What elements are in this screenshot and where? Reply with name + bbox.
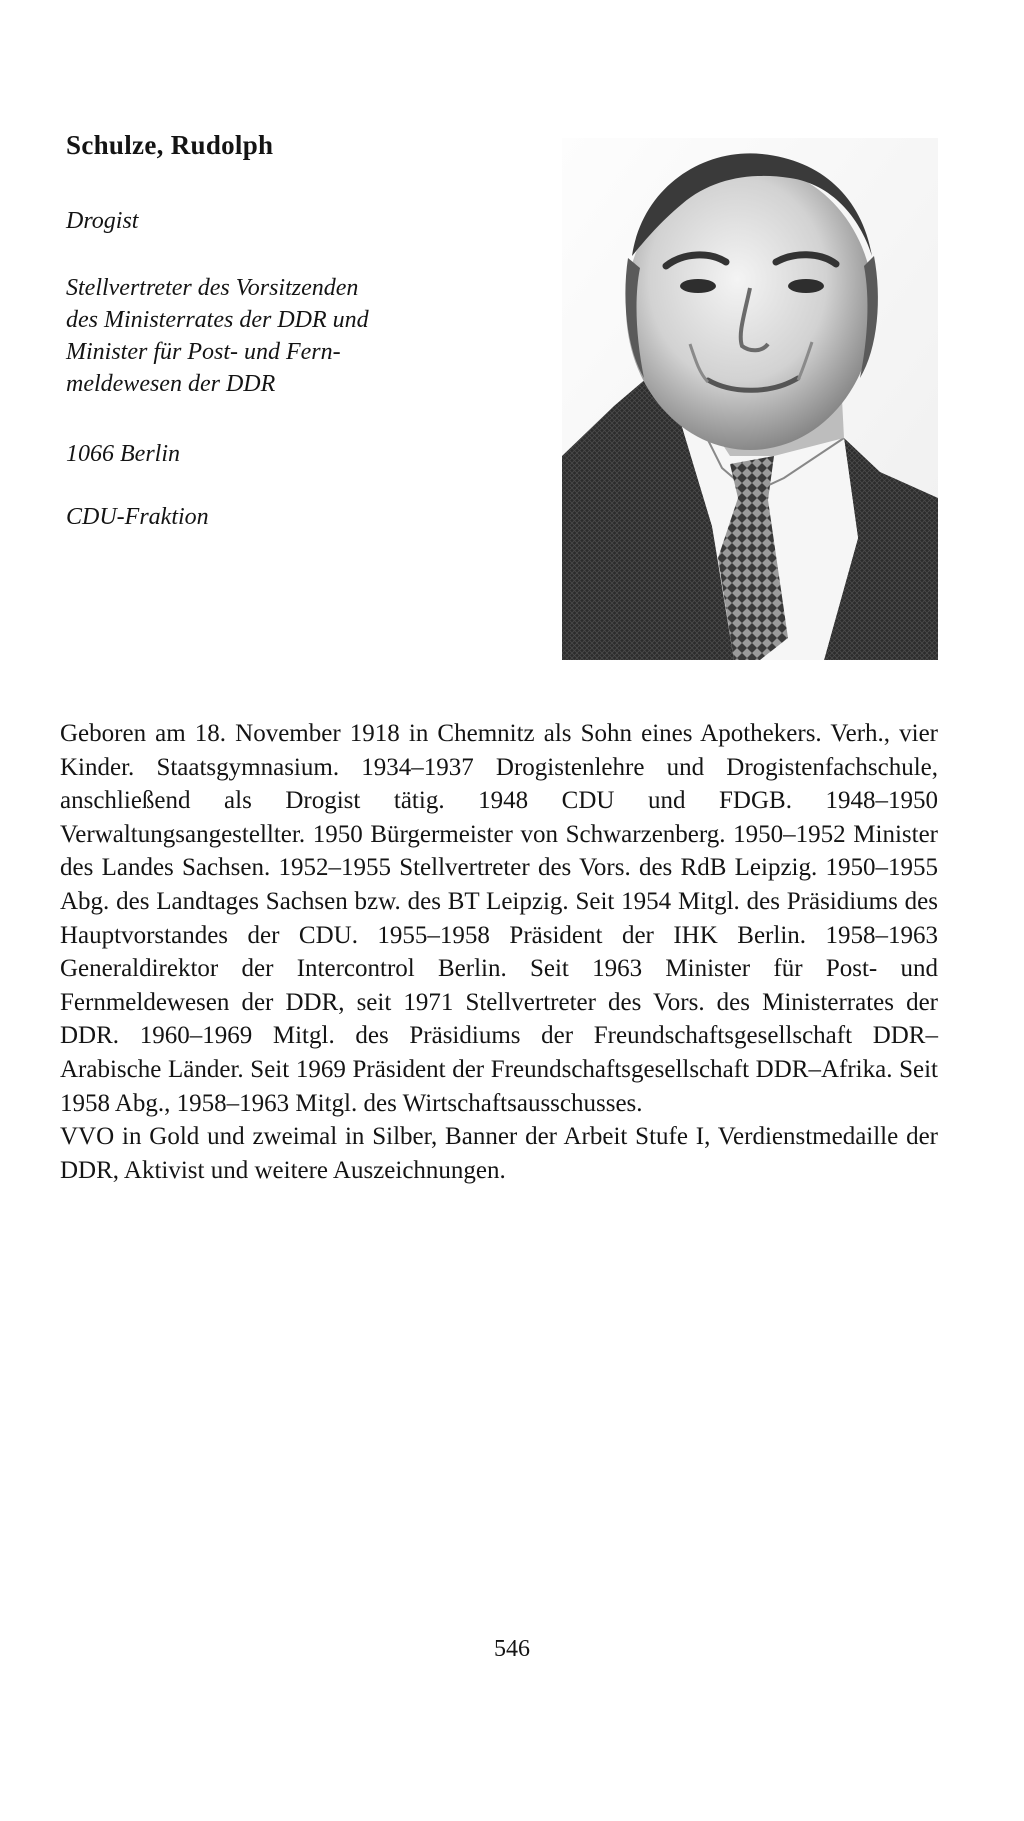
- position-line: des Ministerrates der DDR und: [66, 307, 369, 333]
- biography-paragraph: Geboren am 18. November 1918 in Chemnitz als Sohn eines Apothekers. Verh., vier Kinder. Staatsgymnasium. 1934–1937 Drogistenlehre und Drogistenfachschule, anschließend als Drogist tätig. 1948 CDU und FDGB. 1948–1950 Verwaltungsangestellter. 1950 Bürgermeister von Schwarzenberg. 1950–1952 Minister des Landes Sachsen. 1952–1955 Stellvertreter des Vors. des RdB Leipzig. 1950–1955 Abg. des Landtages Sachsen bzw. des BT Leipzig. Seit 1954 Mitgl. des Präsidiums des Hauptvorstandes der CDU. 1955–1958 Präsident der IHK Berlin. 1958–1963 Generaldirektor der Intercontrol Berlin. Seit 1963 Minister für Post- und Fernmeldewesen der DDR, seit 1971 Stellvertreter des Vors. des Ministerrates der DDR. 1960–1969 Mitgl. des Präsidiums der Freundschaftsgesellschaft DDR–Arabische Länder. Seit 1969 Präsident der Freundschaftsgesellschaft DDR–Afrika. Seit 1958 Abg., 1958–1963 Mitgl. des Wirtschaftsausschusses.: [60, 720, 938, 1117]
- entry-name: Schulze, Rudolph: [66, 130, 274, 160]
- biography: [60, 717, 938, 1187]
- entry-meta: [66, 205, 536, 533]
- position-block: [66, 272, 536, 400]
- portrait-photo: [562, 138, 938, 660]
- position-line: meldewesen der DDR: [66, 371, 276, 397]
- biography-paragraph: VVO in Gold und zweimal in Silber, Banner der Arbeit Stufe I, Verdienstmedaille der DDR, Aktivist und weitere Auszeichnungen.: [60, 1123, 938, 1184]
- faction: CDU-Fraktion: [66, 504, 209, 530]
- position-line: Minister für Post- und Fern-: [66, 339, 341, 365]
- profession: Drogist: [66, 208, 139, 234]
- page-number: 546: [494, 1636, 530, 1662]
- address: 1066 Berlin: [66, 441, 180, 467]
- portrait-image: [562, 138, 938, 660]
- position-line: Stellvertreter des Vorsitzenden: [66, 275, 359, 301]
